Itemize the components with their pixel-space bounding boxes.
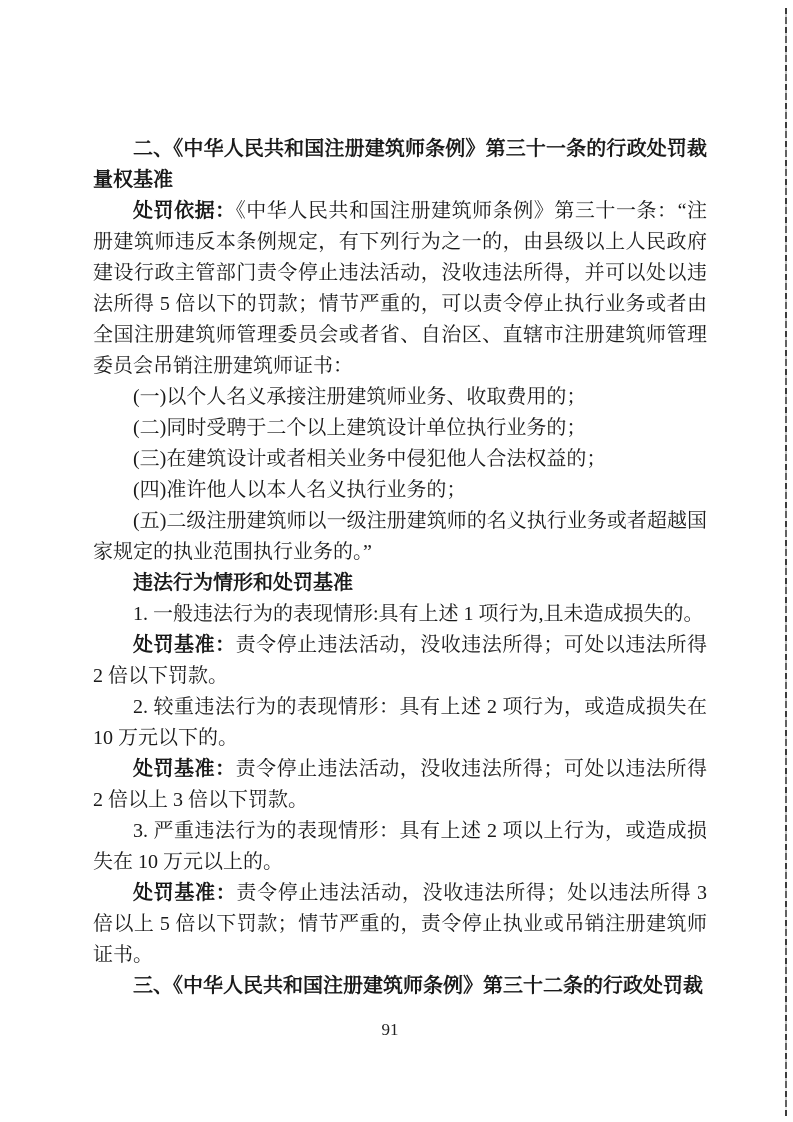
scan-artifact-line (785, 8, 787, 1116)
page-number: 91 (381, 1020, 399, 1039)
body-text: 责令停止违法活动，没收违法所得；可处以违法所得 2 倍以上 3 倍以下罚款。 (93, 758, 708, 811)
penalty-standard-3 (93, 878, 707, 971)
case-3-serious-violation (93, 816, 707, 878)
bold-label-text: 二、《中华人民共和国注册建筑师条例》第三十一条的行政处罚裁量权基准 (93, 138, 707, 191)
section-heading-article-31 (93, 134, 707, 196)
body-text: 1. 一般违法行为的表现情形:具有上述 1 项行为,且未造成损失的。 (133, 603, 704, 625)
document-body (93, 134, 707, 1002)
bold-label-text: 处罚依据： (133, 200, 236, 222)
body-text: (三)在建筑设计或者相关业务中侵犯他人合法权益的； (133, 448, 607, 470)
case-2-relatively-serious-violation (93, 692, 707, 754)
violation-item-5 (93, 506, 707, 568)
body-text: 《中华人民共和国注册建筑师条例》第三十一条：“注册建筑师违反本条例规定，有下列行为之一的，由县级以上人民政府建设行政主管部门责令停止违法活动，没收违法所得，并可以处以违法所得 5 倍以下的罚款；情节严重的，可以责令停止执行业务或者由全国注册建筑师管理委员会或者省、自治区、直辖市注册建筑师管理委员会吊销注册建筑师证书： (93, 200, 707, 377)
bold-label-text: 违法行为情形和处罚基准 (133, 572, 353, 594)
body-text: 2. 较重违法行为的表现情形：具有上述 2 项行为，或造成损失在 10 万元以下的。 (93, 696, 707, 749)
bold-label-text: 处罚基准： (133, 758, 236, 780)
body-text: (一)以个人名义承接注册建筑师业务、收取费用的； (133, 386, 587, 408)
bold-label-text: 处罚基准： (133, 882, 237, 904)
violation-item-1 (93, 382, 707, 413)
section-heading-article-32 (93, 971, 707, 1002)
body-text: (二)同时受聘于二个以上建筑设计单位执行业务的； (133, 417, 587, 439)
violation-item-2 (93, 413, 707, 444)
penalty-standard-1 (93, 630, 707, 692)
bold-label-text: 处罚基准： (133, 634, 236, 656)
body-text: (四)准许他人以本人名义执行业务的； (133, 479, 467, 501)
body-text: (五)二级注册建筑师以一级注册建筑师的名义执行业务或者超越国家规定的执业范围执行业务的。” (93, 510, 707, 563)
bold-label-text: 三、《中华人民共和国注册建筑师条例》第三十二条的行政处罚裁 (133, 975, 703, 997)
violation-item-4 (93, 475, 707, 506)
penalty-standard-2 (93, 754, 707, 816)
violation-item-3 (93, 444, 707, 475)
body-text: 责令停止违法活动，没收违法所得；可处以违法所得 2 倍以下罚款。 (93, 634, 708, 687)
case-1-general-violation (93, 599, 707, 630)
subsection-heading-violation-and-penalty (93, 568, 707, 599)
body-text: 责令停止违法活动，没收违法所得；处以违法所得 3 倍以上 5 倍以下罚款；情节严重的，责令停止执业或吊销注册建筑师证书。 (93, 882, 708, 966)
body-text: 3. 严重违法行为的表现情形：具有上述 2 项以上行为，或造成损失在 10 万元以上的。 (93, 820, 707, 873)
penalty-basis-paragraph (93, 196, 707, 382)
